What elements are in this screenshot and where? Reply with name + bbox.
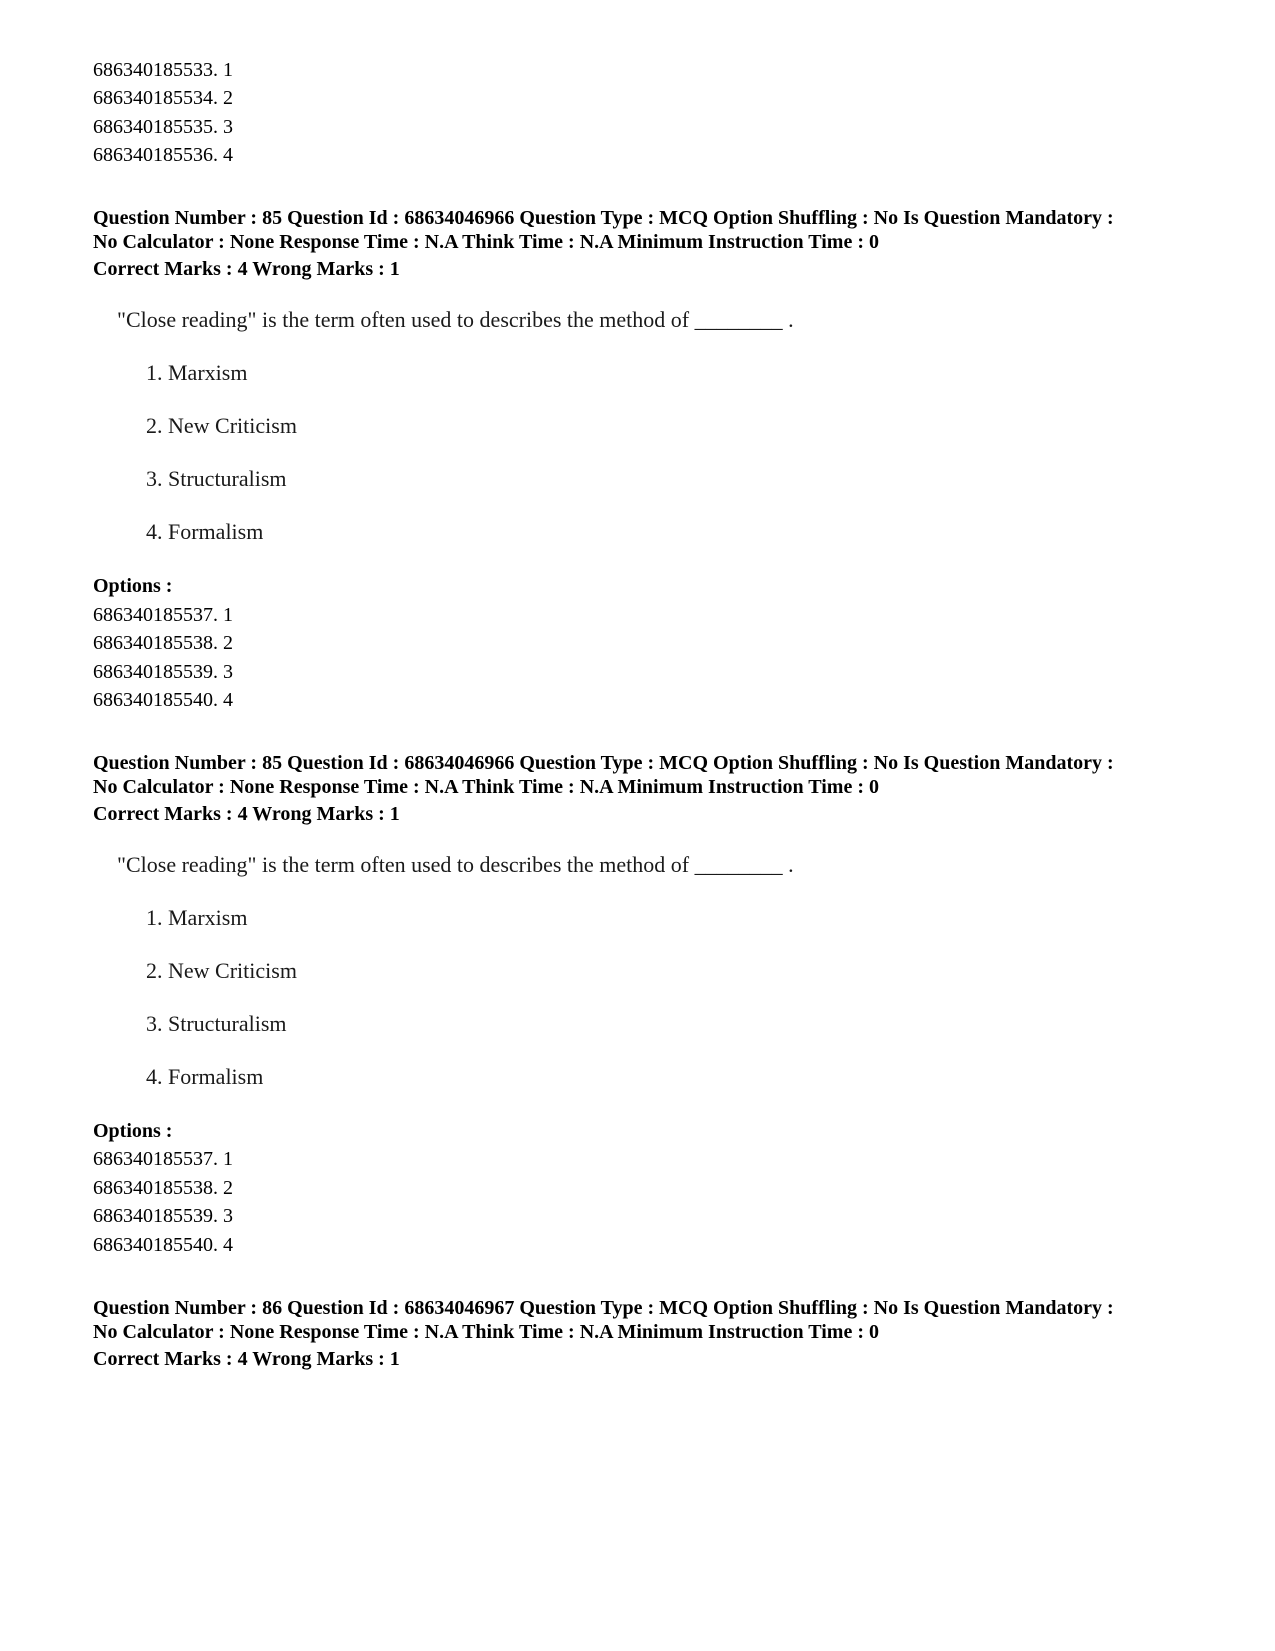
option-id-line: 686340185537. 1 xyxy=(93,604,233,626)
option-id-line: 686340185539. 3 xyxy=(93,661,233,683)
question-marks: Correct Marks : 4 Wrong Marks : 1 xyxy=(93,1348,400,1370)
option-id-line: 686340185540. 4 xyxy=(93,689,233,711)
option-id-line: 686340185538. 2 xyxy=(93,1177,233,1199)
option-id-line: 686340185536. 4 xyxy=(93,144,233,166)
question-header xyxy=(93,751,1213,799)
question-text: "Close reading" is the term often used to describes the method of ________ . xyxy=(117,307,794,332)
answer-choice: 4. Formalism xyxy=(146,1064,264,1089)
question-header-line: Question Number : 86 Question Id : 68634046967 Question Type : MCQ Option Shuffling : No Is Question Mandatory : xyxy=(93,1297,1114,1319)
question-header-line: No Calculator : None Response Time : N.A Think Time : N.A Minimum Instruction Time : 0 xyxy=(93,1321,879,1343)
question-text: "Close reading" is the term often used to describes the method of ________ . xyxy=(117,852,794,877)
options-label: Options : xyxy=(93,1120,173,1142)
answer-choice: 1. Marxism xyxy=(146,360,248,385)
answer-choice: 2. New Criticism xyxy=(146,413,297,438)
option-id-line: 686340185539. 3 xyxy=(93,1205,233,1227)
question-marks: Correct Marks : 4 Wrong Marks : 1 xyxy=(93,258,400,280)
options-label: Options : xyxy=(93,575,173,597)
option-id-line: 686340185537. 1 xyxy=(93,1148,233,1170)
question-header-line: Question Number : 85 Question Id : 68634046966 Question Type : MCQ Option Shuffling : No Is Question Mandatory : xyxy=(93,207,1114,229)
option-id-line: 686340185534. 2 xyxy=(93,87,233,109)
answer-choice: 3. Structuralism xyxy=(146,466,287,491)
question-header xyxy=(93,206,1213,254)
question-header xyxy=(93,1296,1213,1344)
answer-choice: 2. New Criticism xyxy=(146,958,297,983)
question-header-line: No Calculator : None Response Time : N.A Think Time : N.A Minimum Instruction Time : 0 xyxy=(93,231,879,253)
answer-choice: 4. Formalism xyxy=(146,519,264,544)
option-id-line: 686340185540. 4 xyxy=(93,1234,233,1256)
answer-choice: 1. Marxism xyxy=(146,905,248,930)
option-id-line: 686340185538. 2 xyxy=(93,632,233,654)
question-header-line: No Calculator : None Response Time : N.A Think Time : N.A Minimum Instruction Time : 0 xyxy=(93,776,879,798)
answer-choice: 3. Structuralism xyxy=(146,1011,287,1036)
option-id-line: 686340185535. 3 xyxy=(93,116,233,138)
option-id-line: 686340185533. 1 xyxy=(93,59,233,81)
question-marks: Correct Marks : 4 Wrong Marks : 1 xyxy=(93,803,400,825)
question-header-line: Question Number : 85 Question Id : 68634046966 Question Type : MCQ Option Shuffling : No Is Question Mandatory : xyxy=(93,752,1114,774)
